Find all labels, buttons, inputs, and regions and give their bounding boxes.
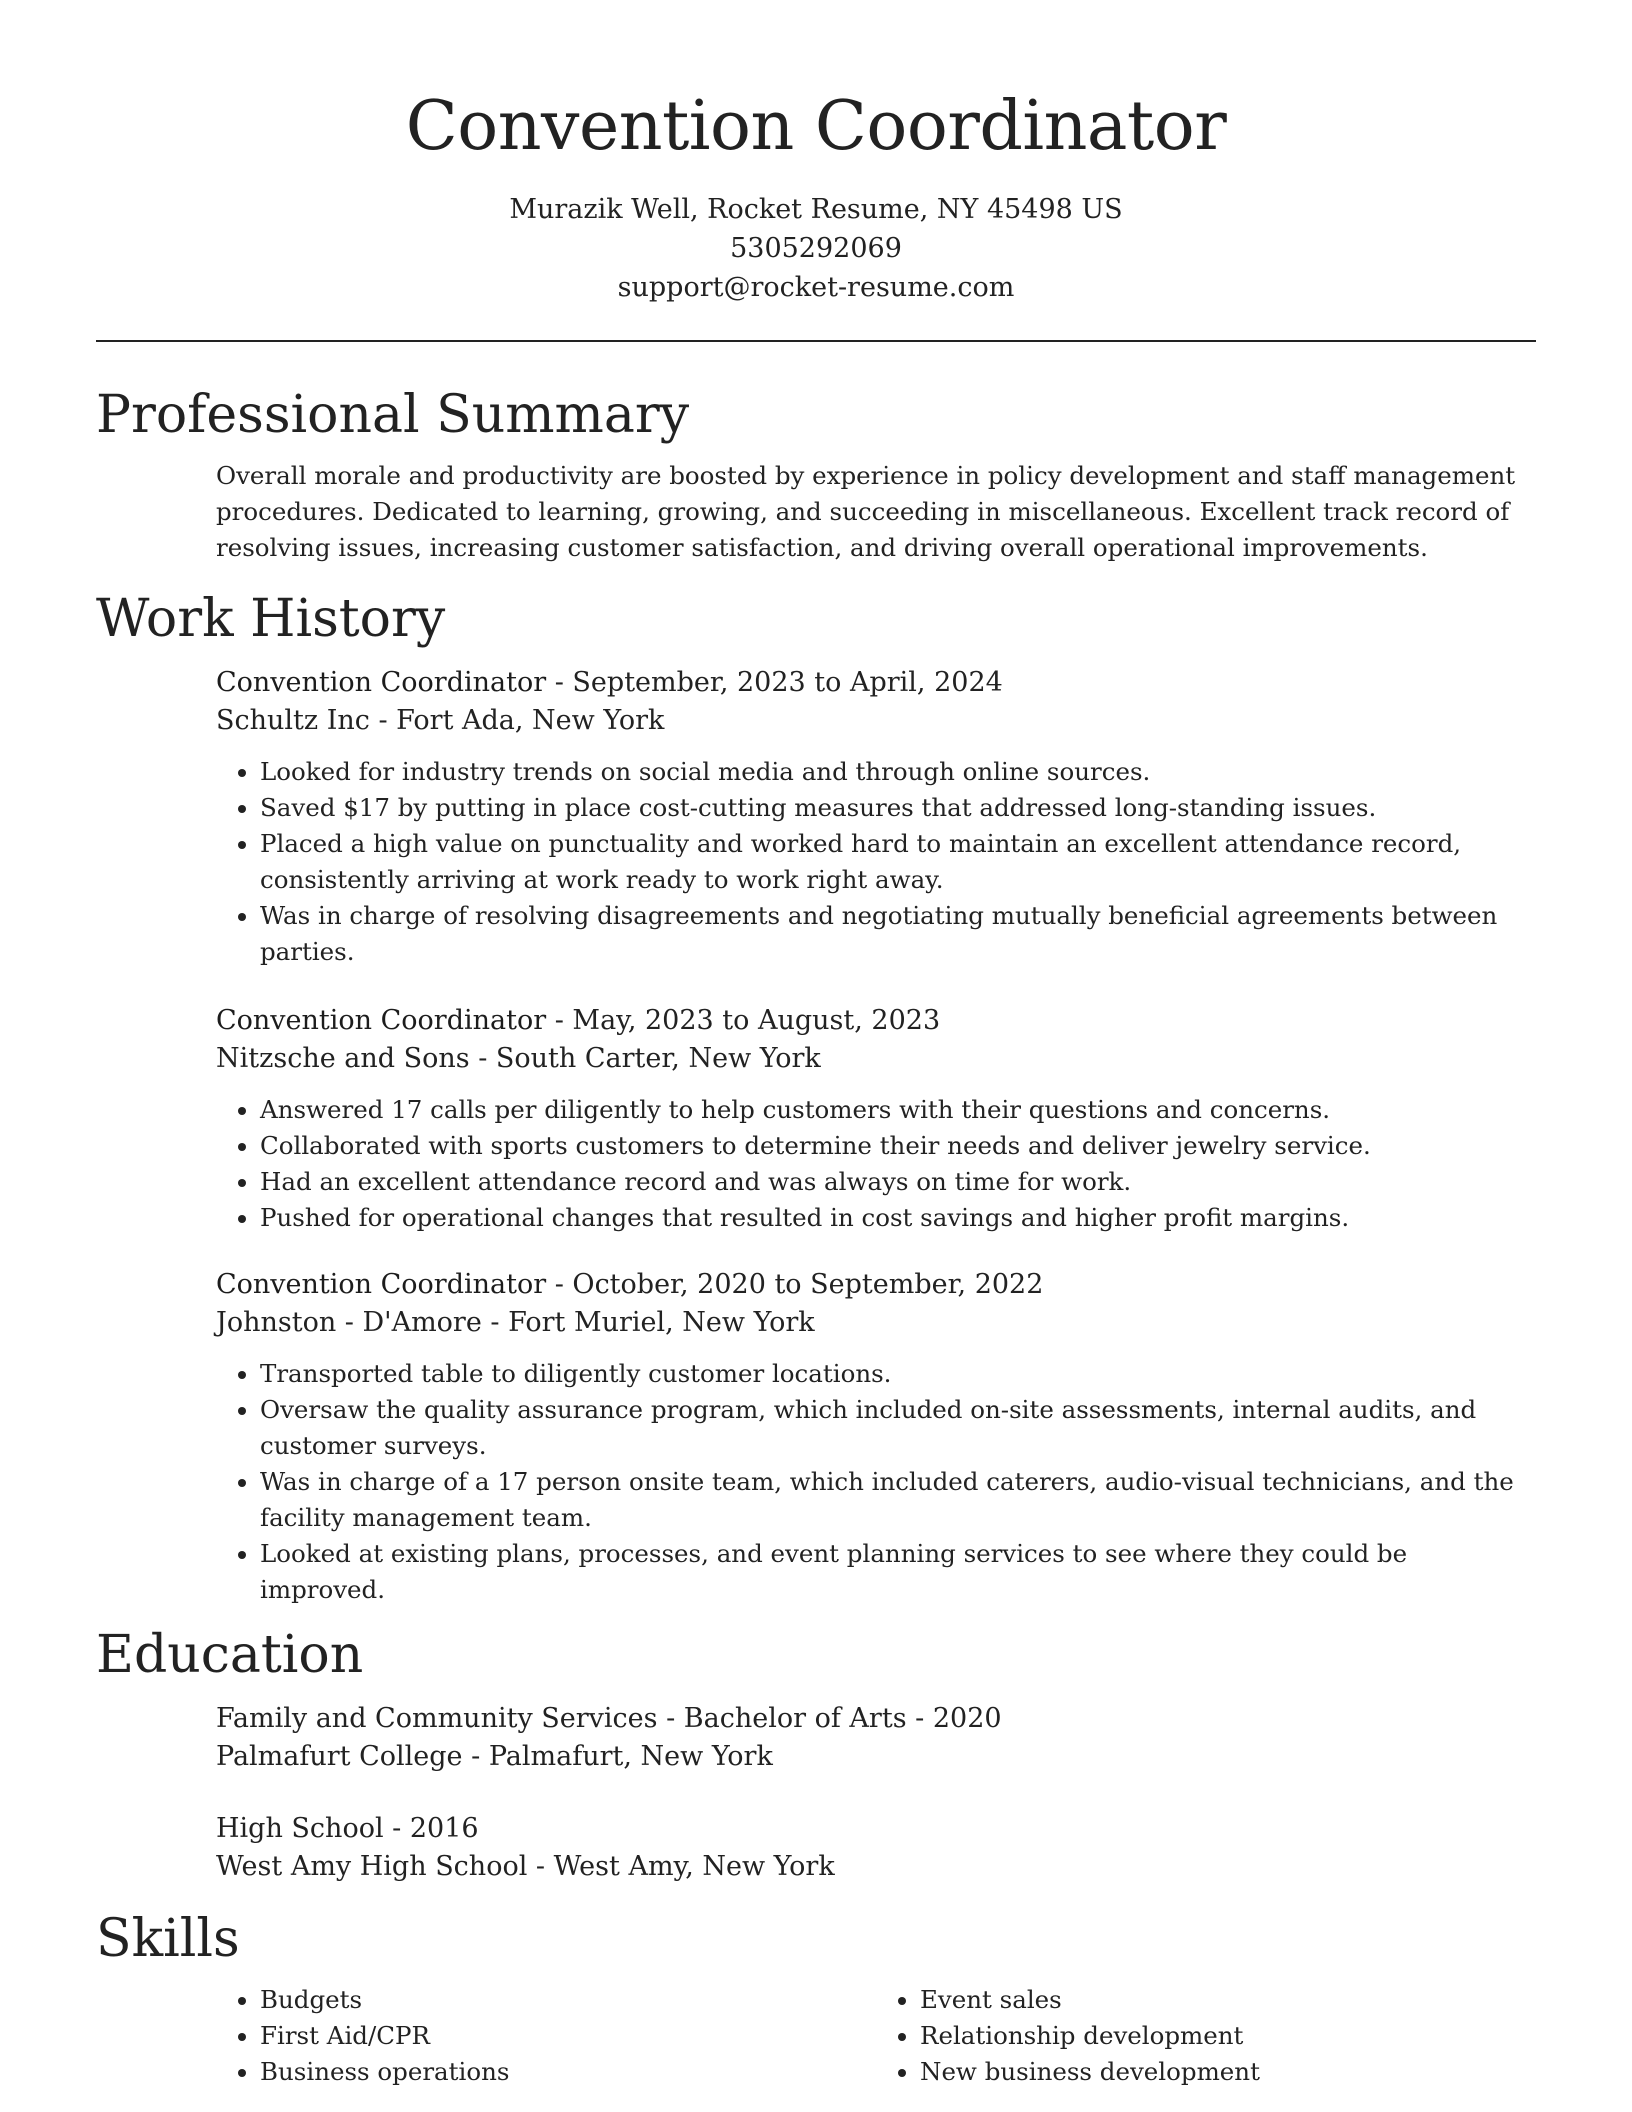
list-item: • Answered 17 calls per diligently to help customers with their questions and concerns. [260, 1092, 1536, 1128]
skill-item: • Business operations [260, 2054, 876, 2090]
job-dates: - May, 2023 to August, 2023 [546, 1005, 941, 1036]
job-company-line [216, 702, 1536, 740]
list-item: • Oversaw the quality assurance program, which included on-site assessments, internal audits, and customer surveys. [260, 1392, 1536, 1464]
summary-text: Overall morale and productivity are boosted by experience in policy development and staff management procedures. Dedicated to learning, growing, and succeeding in miscellaneous. Excellent track record of resolving issues, increasing customer satisfaction, and driving overall operational improvements. [216, 461, 1516, 562]
list-item: • Transported table to diligently customer locations. [260, 1356, 1536, 1392]
education-year: - 2016 [383, 1813, 479, 1844]
job-title: Convention Coordinator [216, 667, 547, 698]
contact-email: support@rocket-resume.com [617, 272, 1015, 303]
job-dates: - September, 2023 to April, 2024 [546, 667, 1003, 698]
job-company-line [216, 1040, 1536, 1078]
list-item: • Was in charge of resolving disagreements and negotiating mutually beneficial agreements between parties. [260, 898, 1536, 970]
education-section [96, 1622, 1536, 1886]
skill-item: • Event sales [920, 1982, 1536, 2018]
skills-section [96, 1906, 1536, 2090]
skill-item: • Budgets [260, 1982, 876, 2018]
job-title-line [216, 1266, 1536, 1304]
education-location: - Palmafurt, New York [462, 1741, 773, 1772]
education-school: Palmafurt College [216, 1741, 463, 1772]
list-item: • Saved $17 by putting in place cost-cutting measures that addressed long-standing issues. [260, 790, 1536, 826]
education-entry [216, 1810, 1536, 1886]
education-heading: Education [96, 1625, 364, 1685]
work-history-section [96, 586, 1536, 1608]
job-location: - South Carter, New York [469, 1043, 821, 1074]
list-item: • Collaborated with sports customers to determine their needs and deliver jewelry service. [260, 1128, 1536, 1164]
work-history-heading: Work History [96, 589, 446, 649]
job-entry [216, 1266, 1536, 1608]
list-item: • Looked for industry trends on social media and through online sources. [260, 754, 1536, 790]
job-bullets [216, 1356, 1536, 1608]
skill-item: • New business development [920, 2054, 1536, 2090]
resume-header [0, 0, 1632, 307]
skills-heading: Skills [96, 1909, 240, 1969]
header-divider [96, 340, 1536, 342]
job-bullets [216, 754, 1536, 970]
candidate-name: Convention Coordinator [405, 87, 1227, 166]
skills-list-right [876, 1982, 1536, 2090]
education-degree-line [216, 1810, 1536, 1848]
job-title-line [216, 664, 1536, 702]
job-title: Convention Coordinator [216, 1005, 547, 1036]
education-school-line [216, 1848, 1536, 1886]
job-bullets [216, 1092, 1536, 1236]
skills-list-left [216, 1982, 876, 2090]
job-company: Johnston - D'Amore [216, 1307, 482, 1338]
job-title: Convention Coordinator [216, 1269, 547, 1300]
job-dates: - October, 2020 to September, 2022 [546, 1269, 1044, 1300]
education-degree-line [216, 1700, 1536, 1738]
job-location: - Fort Muriel, New York [481, 1307, 815, 1338]
education-school: West Amy High School [216, 1851, 528, 1882]
education-school-line [216, 1738, 1536, 1776]
job-company-line [216, 1304, 1536, 1342]
contact-address: Murazik Well, Rocket Resume, NY 45498 US [509, 194, 1123, 225]
list-item: • Had an excellent attendance record and was always on time for work. [260, 1164, 1536, 1200]
summary-heading: Professional Summary [96, 385, 690, 445]
list-item: • Was in charge of a 17 person onsite team, which included caterers, audio-visual technicians, and the facility management team. [260, 1464, 1536, 1536]
skills-columns [216, 1972, 1536, 2090]
job-location: - Fort Ada, New York [369, 705, 665, 736]
skill-item: • First Aid/CPR [260, 2018, 876, 2054]
education-year: - 2020 [906, 1703, 1002, 1734]
list-item: • Pushed for operational changes that resulted in cost savings and higher profit margins. [260, 1200, 1536, 1236]
job-entry [216, 1002, 1536, 1236]
job-company: Schultz Inc [216, 705, 370, 736]
education-location: - West Amy, New York [527, 1851, 835, 1882]
contact-phone: 5305292069 [730, 233, 902, 264]
list-item: • Placed a high value on punctuality and worked hard to maintain an excellent attendance record, consistently arriving at work ready to work right away. [260, 826, 1536, 898]
skill-item: • Relationship development [920, 2018, 1536, 2054]
list-item: • Looked at existing plans, processes, and event planning services to see where they could be improved. [260, 1536, 1536, 1608]
education-entry [216, 1700, 1536, 1776]
summary-section [96, 382, 1536, 566]
job-entry [216, 664, 1536, 970]
contact-info [0, 190, 1632, 307]
job-company: Nitzsche and Sons [216, 1043, 470, 1074]
education-degree: Family and Community Services - Bachelor of Arts [216, 1703, 907, 1734]
job-title-line [216, 1002, 1536, 1040]
education-degree: High School [216, 1813, 384, 1844]
